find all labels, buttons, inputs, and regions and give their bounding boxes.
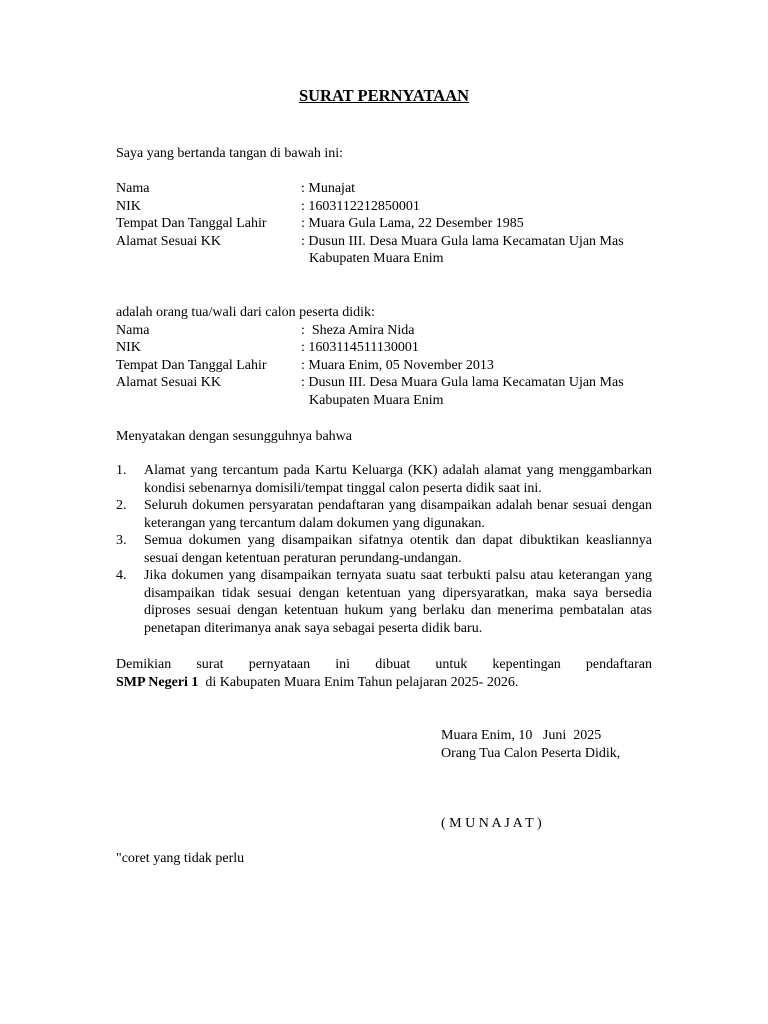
closing-line-1: Demikian surat pernyataan ini dibuat untuk kepentingan pendaftaran — [116, 657, 652, 672]
student-birth-value: : Muara Enim, 05 November 2013 — [301, 357, 494, 373]
student-address-continued: Kabupaten Muara Enim — [309, 393, 444, 408]
student-address-row — [116, 374, 676, 392]
parent-name-label: Nama — [116, 181, 150, 196]
student-name-value: : Sheza Amira Nida — [301, 322, 415, 338]
statement-text: Seluruh dokumen persyaratan pendaftaran yang disampaikan adalah benar sesuai dengan keterangan yang tercantum dalam dokumen yang digunakan. — [144, 498, 652, 531]
statement-item-3 — [116, 532, 652, 567]
signer-name: ( M U N A J A T ) — [441, 816, 542, 831]
student-nik-label: NIK — [116, 340, 141, 355]
parent-name-value: : Munajat — [301, 181, 356, 196]
statement-number: 2. — [116, 498, 127, 513]
statement-text: Alamat yang tercantum pada Kartu Keluarga (KK) adalah alamat yang menggambarkan kondisi sebenarnya domisili/tempat tinggal calon peserta didik saat ini. — [144, 463, 652, 496]
parent-birth-value: : Muara Gula Lama, 22 Desember 1985 — [301, 216, 524, 231]
student-name-row — [116, 322, 676, 340]
student-intro-text: adalah orang tua/wali dari calon peserta didik: — [116, 305, 375, 320]
student-birth-label: Tempat Dan Tanggal Lahir — [116, 357, 267, 373]
statement-item-1 — [116, 462, 652, 497]
statement-number: 3. — [116, 533, 127, 548]
statement-item-4 — [116, 567, 652, 637]
document-title: SURAT PERNYATAAN — [298, 86, 470, 105]
parent-nik-value: : 1603112212850001 — [301, 198, 420, 214]
student-nik-row — [116, 339, 676, 357]
parent-address-continued: Kabupaten Muara Enim — [309, 251, 444, 266]
statement-item-2 — [116, 497, 652, 532]
parent-name-row — [116, 180, 676, 198]
parent-address-value: : Dusun III. Desa Muara Gula lama Kecamatan Ujan Mas — [301, 233, 624, 249]
parent-nik-row — [116, 198, 676, 216]
statement-text: Jika dokumen yang disampaikan ternyata suatu saat terbukti palsu atau keterangan yang disampaikan tidak sesuai dengan ketentuan yang dipersyaratkan, maka saya bersedia diproses sesuai dengan ketentuan hukum yang berlaku dan menerima pembatalan atas penetapan diterimanya anak saya sebagai peserta didik baru. — [144, 568, 652, 636]
signer-role: Orang Tua Calon Peserta Didik, — [441, 746, 621, 761]
school-name: SMP Negeri 1 — [116, 675, 199, 690]
parent-birth-label: Tempat Dan Tanggal Lahir — [116, 216, 267, 231]
student-address-label: Alamat Sesuai KK — [116, 375, 221, 390]
statement-text: Semua dokumen yang disampaikan sifatnya otentik dan dapat dibuktikan keasliannya sesuai dengan ketentuan peraturan perundang-undangan. — [144, 533, 652, 566]
student-nik-value: : 1603114511130001 — [301, 340, 419, 355]
statement-number: 4. — [116, 568, 127, 583]
closing-line-2-text: di Kabupaten Muara Enim Tahun pelajaran 2025- 2026. — [198, 675, 519, 690]
parent-address-label: Alamat Sesuai KK — [116, 233, 221, 249]
place-date: Muara Enim, 10 Juni 2025 — [441, 728, 602, 743]
student-name-label: Nama — [116, 322, 150, 338]
student-address-value: : Dusun III. Desa Muara Gula lama Kecamatan Ujan Mas — [301, 375, 624, 390]
student-birth-row — [116, 357, 676, 375]
parent-birth-row — [116, 215, 676, 233]
parent-address-row — [116, 233, 676, 251]
intro-text: Saya yang bertanda tangan di bawah ini: — [116, 146, 344, 161]
closing-line-2 — [116, 674, 518, 692]
footnote: "coret yang tidak perlu — [116, 851, 245, 866]
statement-intro-text: Menyatakan dengan sesungguhnya bahwa — [116, 429, 352, 444]
statement-number: 1. — [116, 463, 127, 478]
parent-nik-label: NIK — [116, 198, 141, 214]
statement-list — [116, 462, 652, 637]
